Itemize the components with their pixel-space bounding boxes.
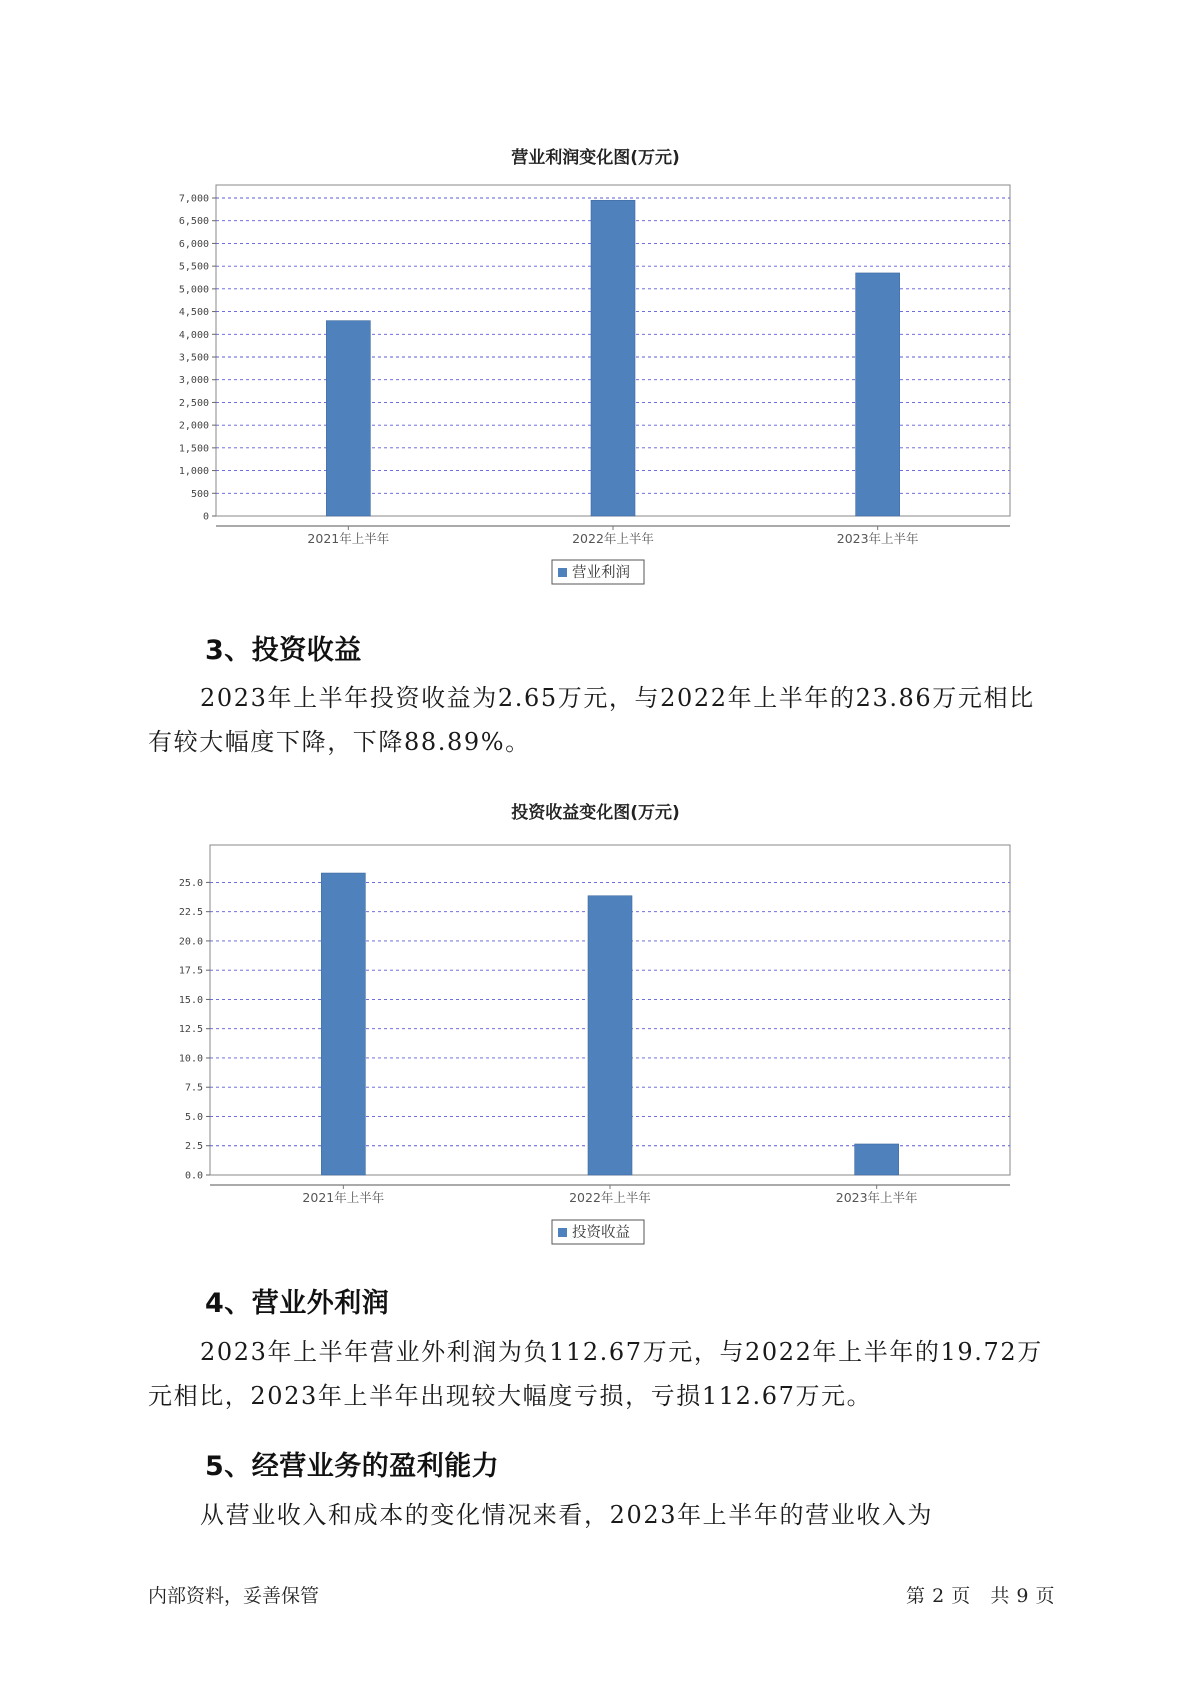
chart1-title: 营业利润变化图(万元) (511, 148, 680, 168)
y-tick-label: 0 (202, 511, 209, 523)
y-tick-label: 3,000 (178, 375, 209, 387)
y-tick-label: 12.5 (178, 1024, 203, 1036)
chart2-title: 投资收益变化图(万元) (511, 803, 680, 823)
bar (588, 896, 632, 1175)
x-tick-label: 2021年上半年 (302, 1190, 385, 1205)
x-tick-label: 2022年上半年 (569, 1190, 651, 1205)
footer-confidential-note: 内部资料，妥善保管 (148, 1585, 320, 1607)
y-tick-label: 4,500 (178, 307, 209, 319)
legend-swatch (558, 1228, 567, 1237)
y-tick-label: 5,000 (178, 284, 209, 296)
section5-paragraph: 从营业收入和成本的变化情况来看，2023年上半年的营业收入为 (200, 1501, 934, 1529)
y-tick-label: 5,500 (178, 261, 209, 273)
y-tick-label: 22.5 (178, 907, 203, 919)
section5-heading: 5、经营业务的盈利能力 (205, 1451, 500, 1482)
y-tick-label: 17.5 (178, 965, 203, 977)
y-tick-label: 5.0 (184, 1111, 203, 1123)
y-tick-label: 7.5 (184, 1082, 203, 1094)
y-tick-label: 2,500 (178, 397, 209, 409)
section4-paragraph: 2023年上半年营业外利润为负112.67万元，与2022年上半年的19.72万元相比，2023年上半年出现较大幅度亏损，亏损112.67万元。 (148, 1338, 1043, 1410)
section3-paragraph: 2023年上半年投资收益为2.65万元，与2022年上半年的23.86万元相比有较大幅度下降，下降88.89%。 (148, 684, 1035, 756)
y-tick-label: 20.0 (178, 936, 203, 948)
x-tick-label: 2023年上半年 (835, 1190, 918, 1205)
y-tick-label: 4,000 (178, 329, 209, 341)
y-tick-label: 2,000 (178, 420, 209, 432)
y-tick-label: 7,000 (178, 193, 209, 205)
y-tick-label: 0.0 (184, 1170, 203, 1182)
x-tick-label: 2023年上半年 (836, 531, 919, 546)
y-tick-label: 1,000 (178, 466, 209, 478)
bar (855, 1144, 899, 1175)
y-tick-label: 6,000 (178, 238, 209, 250)
y-tick-label: 3,500 (178, 352, 209, 364)
bar (321, 873, 365, 1175)
x-tick-label: 2022年上半年 (572, 531, 654, 546)
y-tick-label: 25.0 (178, 877, 203, 889)
y-tick-label: 6,500 (178, 216, 209, 228)
legend-label: 投资收益 (572, 1225, 630, 1241)
y-tick-label: 1,500 (178, 443, 209, 455)
section3-heading: 3、投资收益 (205, 635, 362, 666)
y-tick-label: 15.0 (178, 994, 203, 1006)
y-tick-label: 10.0 (178, 1053, 203, 1065)
y-tick-label: 2.5 (184, 1141, 203, 1153)
footer-page-number: 第 2 页 共 9 页 (906, 1585, 1055, 1607)
section4-heading: 4、营业外利润 (205, 1288, 390, 1319)
x-tick-label: 2021年上半年 (307, 531, 390, 546)
legend-label: 营业利润 (572, 565, 630, 581)
y-tick-label: 500 (190, 488, 209, 500)
